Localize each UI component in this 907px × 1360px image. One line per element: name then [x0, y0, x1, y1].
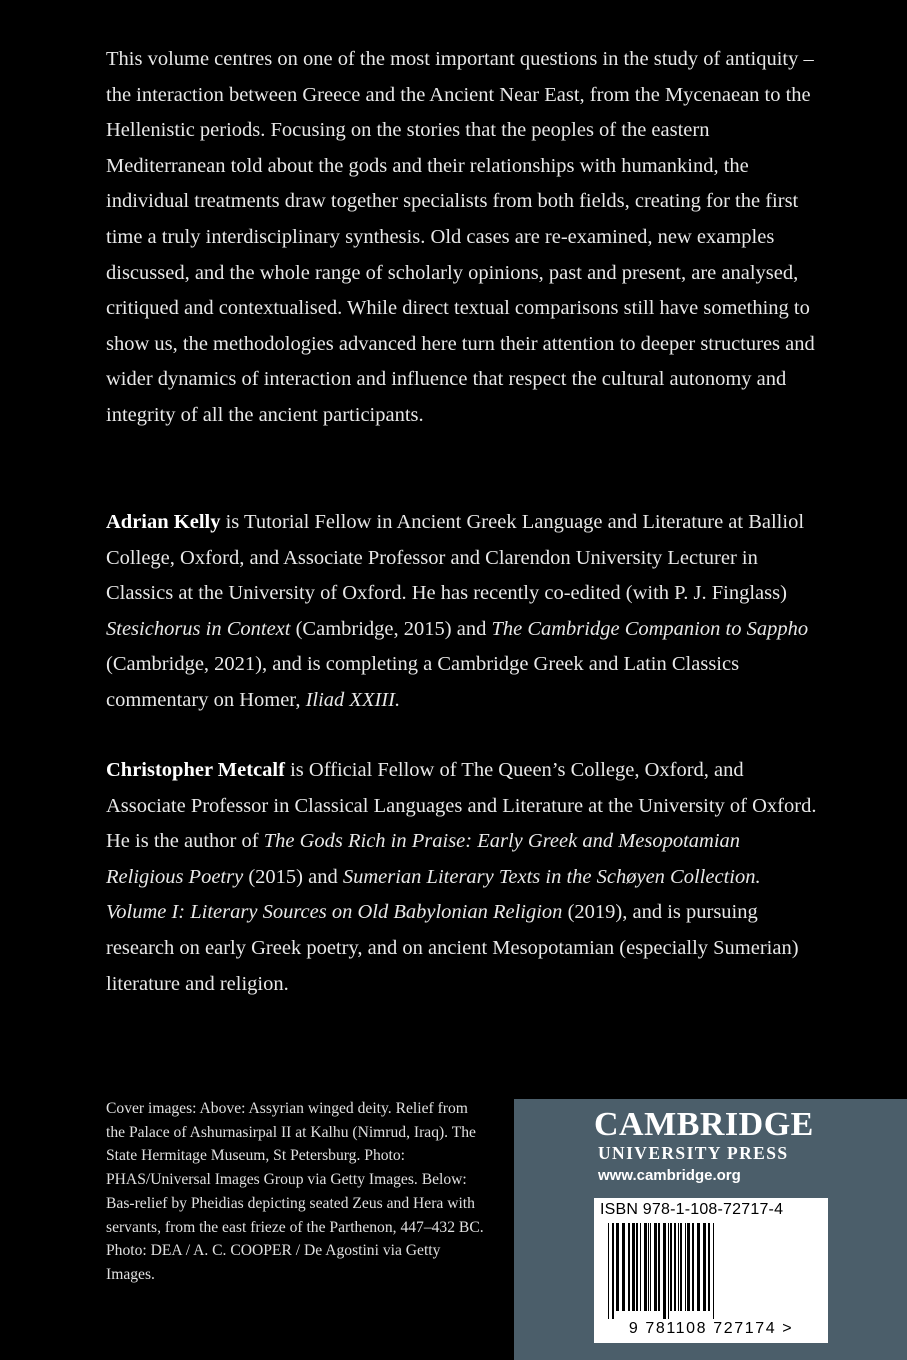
barcode-bar — [628, 1223, 630, 1311]
book-title: The Cambridge Companion to Sappho — [491, 617, 809, 640]
author-bio-adrian-kelly — [106, 505, 818, 719]
barcode-bar — [632, 1223, 635, 1311]
book-title: Iliad XXIII. — [305, 688, 401, 711]
barcode-bar — [680, 1223, 682, 1311]
barcode-bar — [678, 1223, 679, 1311]
book-title: Stesichorus in Context — [106, 617, 291, 640]
bio-text: (2019), and is pursuing research on early Greek poetry, and on ancient Mesopotamian (especially Sumerian) literature and religion. — [106, 901, 799, 995]
barcode-bar — [644, 1223, 647, 1311]
barcode-bar — [640, 1223, 641, 1311]
barcode-bar — [685, 1223, 686, 1311]
barcode-bar — [650, 1223, 651, 1311]
barcode-bar — [692, 1223, 694, 1311]
book-description: This volume centres on one of the most important questions in the study of antiquity – the interaction between Greece and the Ancient Near East, from the Mycenaean to the Hellenistic periods. Focusing on the stories that the peoples of the eastern Mediterranean told about the gods and their relationships with humankind, the individual treatments draw together specialists from both fields, creating for the first time a truly interdisciplinary synthesis. Old cases are re-examined, new examples discussed, and the whole range of scholarly opinions, past and present, are analysed, critiqued and contextualised. While direct textual comparisons still have something to show us, the methodologies advanced here turn their attention to deeper structures and wider dynamics of interaction and influence that respect the cultural autonomy and integrity of all the ancient participants. — [106, 48, 815, 426]
barcode-bar — [636, 1223, 638, 1311]
bio-text: is Official Fellow of The Queen’s College, Oxford, and Associate Professor in Classical Languages and Literature at the University of Oxford. He is the author of — [106, 759, 817, 853]
bio-text: (Cambridge, 2015) and — [290, 617, 492, 640]
barcode-bar — [670, 1223, 672, 1311]
cover-image-credits: Cover images: Above: Assyrian winged deity. Relief from the Palace of Ashurnasirpal II at Kalhu (Nimrud, Iraq). The State Hermitage Museum, St Petersburg. Photo: PHAS/Universal Images Group via Getty Images. Below: Bas-relief by Pheidias depicting seated Zeus and Hera with servants, from the east frieze of the Parthenon, 447–432 BC. Photo: DEA / A. C. COOPER / De Agostini via Getty Images. — [106, 1100, 484, 1283]
publisher-box — [514, 1099, 907, 1360]
isbn-label: ISBN 978-1-108-72717-4 — [600, 1201, 784, 1218]
bio-text: (Cambridge, 2021), and is completing a Cambridge Greek and Latin Classics commentary on Homer, — [106, 653, 740, 711]
barcode-digits: 9 781108 727174 > — [628, 1320, 794, 1337]
barcode-bar — [708, 1223, 710, 1311]
bio-text: (2015) and — [243, 865, 343, 888]
barcode-bar — [697, 1223, 700, 1311]
barcode-bar — [654, 1223, 657, 1311]
bio-text: is Tutorial Fellow in Ancient Greek Language and Literature at Balliol College, Oxford, and Associate Professor and Clarendon University Lecturer in Classics at the University of Oxford. He has recently co-edited (with P. J. Finglass) — [106, 511, 805, 605]
barcode-bar — [687, 1223, 690, 1311]
barcode-bar — [658, 1223, 660, 1311]
author-bio-christopher-metcalf — [106, 753, 818, 1002]
barcode-bar — [616, 1223, 619, 1311]
barcode-bar — [703, 1223, 706, 1311]
publisher-url: www.cambridge.org — [598, 1167, 741, 1184]
author-name: Christopher Metcalf — [106, 759, 285, 781]
isbn-barcode — [594, 1198, 828, 1343]
barcode-bar — [608, 1223, 609, 1319]
barcode-bar — [713, 1223, 714, 1319]
book-title: The Gods Rich in Praise: Early Greek and Mesopotamian Religious Poetry — [106, 830, 741, 888]
barcode-bar — [648, 1223, 649, 1311]
barcode-bar — [622, 1223, 625, 1311]
barcode-bar — [612, 1223, 614, 1319]
barcode-bar — [663, 1223, 666, 1319]
barcode-bar — [668, 1223, 669, 1319]
book-title: Sumerian Literary Texts in the Schøyen Collection. Volume I: Literary Sources on Old Babylonian Religion — [106, 865, 761, 924]
publisher-name: CAMBRIDGE — [594, 1106, 814, 1143]
publisher-subtitle: UNIVERSITY PRESS — [598, 1143, 789, 1163]
barcode-icon — [602, 1223, 820, 1319]
author-name: Adrian Kelly — [106, 511, 221, 533]
barcode-bar — [674, 1223, 676, 1311]
